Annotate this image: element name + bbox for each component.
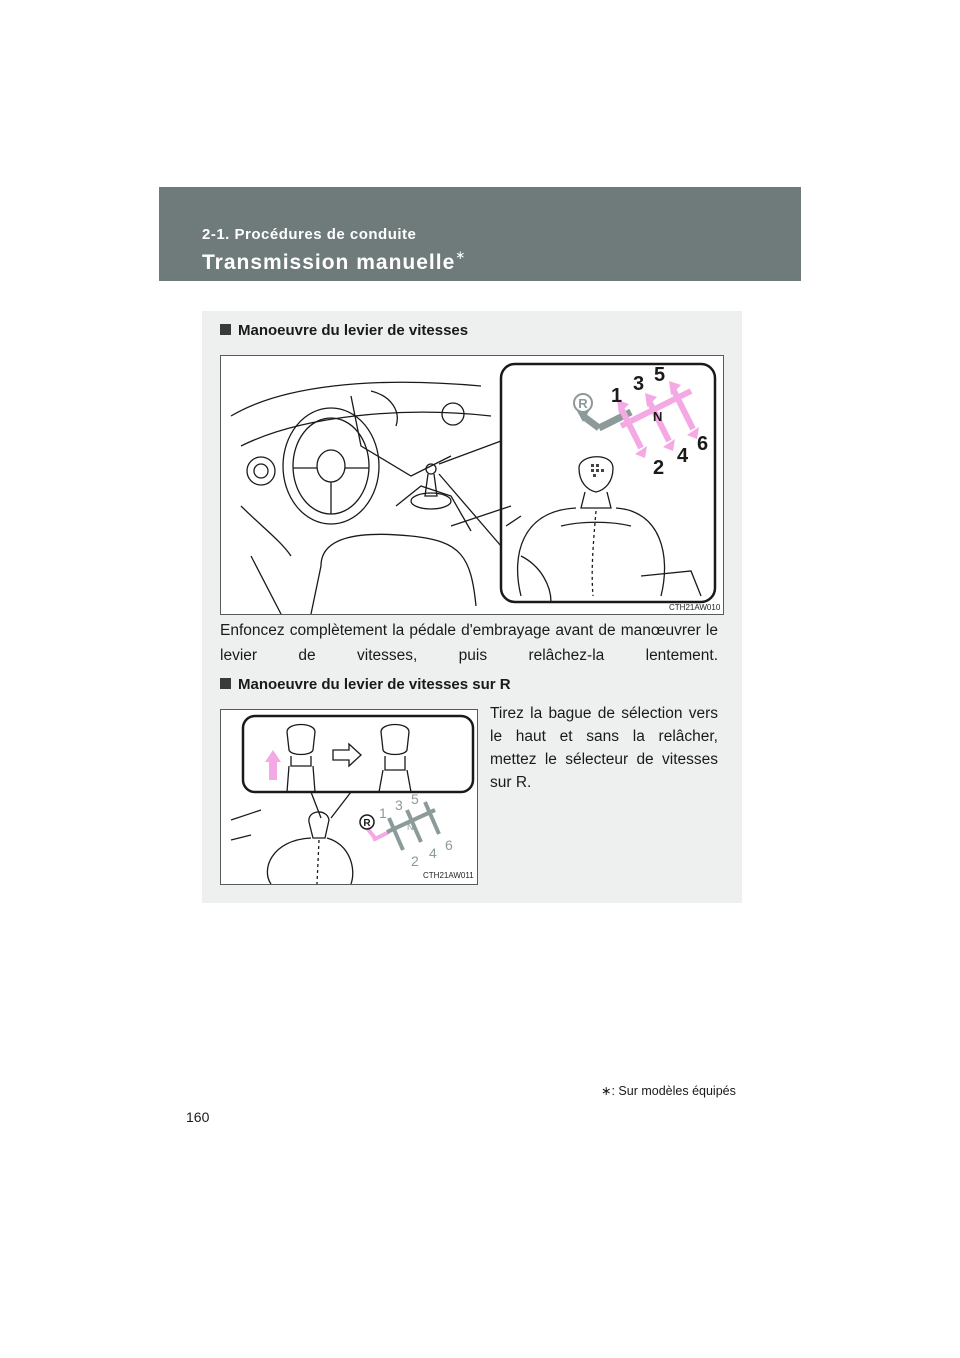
section-heading-text: Manoeuvre du levier de vitesses sur R [238,676,511,693]
gear-label-5: 5 [654,364,666,386]
footnote: ∗: Sur modèles équipés [601,1084,736,1098]
figure-code: CTH21AW010 [669,603,721,612]
body-text-reverse: Tirez la bague de sélection vers le haut et sans la relâcher, mettez le sélecteur de vitesses sur R. [490,705,718,791]
gear-label-6: 6 [697,433,709,455]
figure-reverse-shift [220,709,478,885]
up-arrow-shaft [269,760,277,780]
reverse-shift-illustration [221,710,477,884]
gear-label-6-small: 6 [445,837,453,853]
section-heading-text: Manoeuvre du levier de vitesses [238,322,469,339]
title-footnote-mark: ∗ [455,248,467,262]
shift-lever-illustration [221,356,723,614]
gear-label-2: 2 [653,457,665,479]
gear-label-n: N [653,409,663,424]
section-heading-shift-lever [220,322,468,339]
gear-label-r-small: R [363,818,371,829]
section-label: 2-1. Procédures de conduite [202,226,417,243]
gear-label-5-small: 5 [411,791,419,807]
gear-label-3-small: 3 [395,797,403,813]
bullet-square-icon [220,678,231,689]
gear-pattern-arrows-small [367,802,439,850]
up-arrow-head [265,750,281,762]
gear-label-n-small: N [407,822,414,832]
body-text-clutch: Enfoncez complètement la pédale d'embrayage avant de manœuvrer le levier de vitesses, puis relâchez-la lentement. [220,622,718,664]
gear-label-r: R [578,396,588,411]
gear-label-4: 4 [677,445,689,467]
section-heading-reverse [220,676,511,693]
page-number: 160 [186,1109,210,1125]
page-title-text: Transmission manuelle [202,251,456,274]
figure-code: CTH21AW011 [423,871,474,880]
gear-label-4-small: 4 [429,845,437,861]
gear-label-1: 1 [611,385,623,407]
gear-label-2-small: 2 [411,853,419,869]
bullet-square-icon [220,324,231,335]
gear-label-3: 3 [633,373,645,395]
gear-label-1-small: 1 [379,805,387,821]
page-title [202,250,466,275]
figure-shift-lever [220,355,724,615]
